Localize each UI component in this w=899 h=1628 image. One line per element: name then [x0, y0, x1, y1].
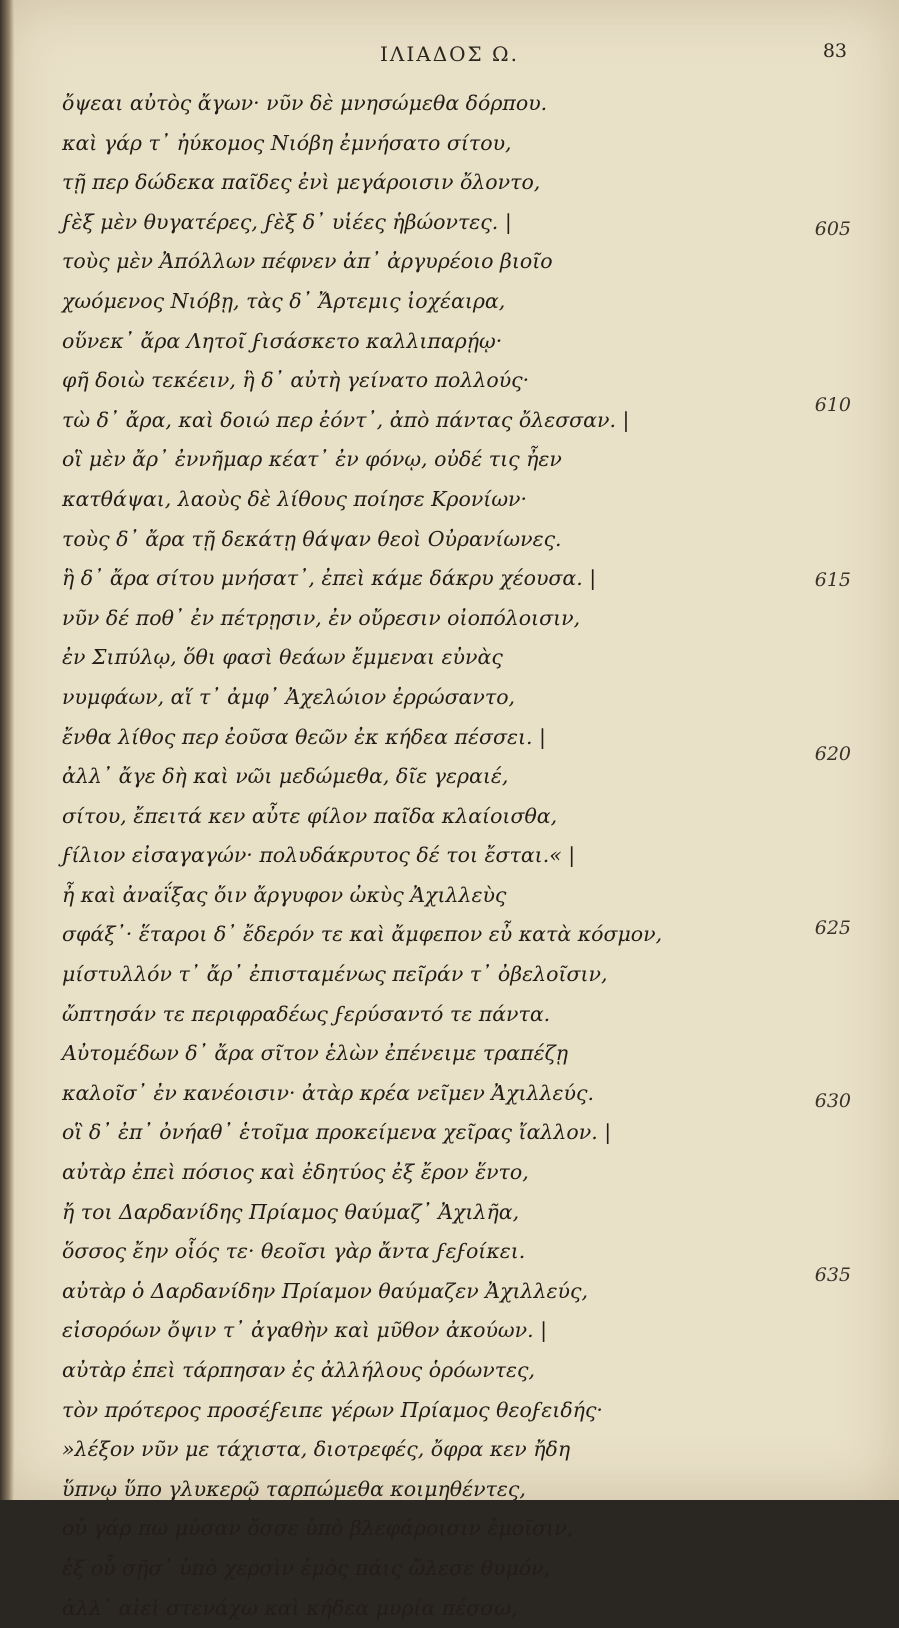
verse-line: σφάξ᾽· ἕταροι δ᾽ ἔδερόν τε καὶ ἄμφεπον εὖ κατὰ κόσμον, — [62, 922, 663, 947]
verse-line: Αὐτομέδων δ᾽ ἄρα σῖτον ἑλὼν ἐπένειμε τραπέζῃ — [62, 1041, 568, 1066]
verse-line: ἔνθα λίθος περ ἐοῦσα θεῶν ἐκ κήδεα πέσσει. | — [62, 724, 546, 749]
line-number-620: 620 — [814, 743, 851, 765]
verse-line: ὕπνῳ ὕπο γλυκερῷ ταρπώμεθα κοιμηθέντες, — [62, 1476, 526, 1501]
line-number-615: 615 — [814, 569, 851, 591]
verse-line: νυμφάων, αἵ τ᾽ ἀμφ᾽ Ἀχελώιον ἐρρώσαντο, — [62, 684, 516, 709]
line-number-605: 605 — [814, 218, 851, 240]
verse-line: τῇ περ δώδεκα παῖδες ἐνὶ μεγάροισιν ὄλοντο, — [62, 170, 541, 195]
running-title: ΙΛΙΑΔΟΣ Ω. — [380, 42, 519, 66]
verse-line: τὸν πρότερος προσέϝειπε γέρων Πρίαμος θεοϝειδής· — [62, 1397, 603, 1422]
verse-line: τοὺς μὲν Ἀπόλλων πέφνεν ἀπ᾽ ἀργυρέοιο βιοῖο — [62, 249, 553, 274]
line-number-630: 630 — [814, 1090, 851, 1112]
verse-line: αὐτὰρ ἐπεὶ πόσιος καὶ ἐδητύος ἐξ ἔρον ἕντο, — [62, 1160, 529, 1185]
verse-line: ἐξ οὗ σῇσ᾽ ὑπὸ χερσὶν ἐμὸς πάις ὤλεσε θυμόν, — [62, 1555, 551, 1580]
verse-line: οὐ γάρ πω μύσαν ὄσσε ὑπὸ βλεφάροισιν ἐμοῖσιν, — [62, 1516, 574, 1541]
verse-line: τὼ δ᾽ ἄρα, καὶ δοιώ περ ἐόντ᾽, ἀπὸ πάντας ὄλεσσαν. | — [62, 407, 630, 432]
verse-line: ὅσσος ἔην οἷός τε· θεοῖσι γὰρ ἄντα ϝεϝοίκει. — [62, 1239, 526, 1264]
verse-line: σίτου, ἔπειτά κεν αὖτε φίλον παῖδα κλαίοισθα, — [62, 803, 558, 828]
line-number-610: 610 — [814, 394, 851, 416]
verse-line: φῆ δοιὼ τεκέειν, ἣ δ᾽ αὐτὴ γείνατο πολλούς· — [62, 368, 530, 393]
verse-line: ἦ καὶ ἀναΐξας ὄιν ἄργυφον ὠκὺς Ἀχιλλεὺς — [62, 882, 507, 907]
verse-line: μίστυλλόν τ᾽ ἄρ᾽ ἐπισταμένως πεῖράν τ᾽ ὀβελοῖσιν, — [62, 962, 608, 987]
page-gutter-edge — [0, 0, 14, 1500]
verse-line: οὕνεκ᾽ ἄρα Λητοῖ ϝισάσκετο καλλιπαρῄῳ· — [62, 328, 503, 353]
verse-line: οἳ μὲν ἄρ᾽ ἐννῆμαρ κέατ᾽ ἐν φόνῳ, οὐδέ τις ἦεν — [62, 447, 562, 472]
verse-line: ϝίλιον εἰσαγαγών· πολυδάκρυτος δέ τοι ἔσται.« | — [62, 843, 576, 868]
verse-line: ἣ δ᾽ ἄρα σίτου μνήσατ᾽, ἐπεὶ κάμε δάκρυ χέουσα. | — [62, 566, 597, 591]
verse-line: χωόμενος Νιόβῃ, τὰς δ᾽ Ἄρτεμις ἰοχέαιρα, — [62, 288, 506, 313]
verse-line: οἳ δ᾽ ἐπ᾽ ὀνήαθ᾽ ἑτοῖμα προκείμενα χεῖρας ἴαλλον. | — [62, 1120, 612, 1145]
verse-line: καλοῖσ᾽ ἐν κανέοισιν· ἀτὰρ κρέα νεῖμεν Ἀχιλλεύς. — [62, 1080, 595, 1105]
verse-line: ὄψεαι αὐτὸς ἄγων· νῦν δὲ μνησώμεθα δόρπου. — [62, 91, 548, 115]
verse-line: νῦν δέ ποθ᾽ ἐν πέτρῃσιν, ἐν οὔρεσιν οἰοπόλοισιν, — [62, 605, 581, 630]
page-number: 83 — [822, 40, 847, 62]
verse-line: κατθάψαι, λαοὺς δὲ λίθους ποίησε Κρονίων· — [62, 486, 528, 511]
verse-line: αὐτὰρ ὁ Δαρδανίδην Πρίαμον θαύμαζεν Ἀχιλλεύς, — [62, 1278, 588, 1303]
verse-line: ἤ τοι Δαρδανίδης Πρίαμος θαύμαζ᾽ Ἀχιλῆα, — [62, 1199, 520, 1224]
verse-line: τοὺς δ᾽ ἄρα τῇ δεκάτῃ θάψαν θεοὶ Οὐρανίωνες. — [62, 526, 562, 551]
verse-block — [62, 84, 822, 1628]
line-number-625: 625 — [814, 917, 851, 939]
verse-line: ἀλλ᾽ ἄγε δὴ καὶ νῶι μεδώμεθα, δῖε γεραιέ, — [62, 764, 509, 789]
verse-line: ϝὲξ μὲν θυγατέρες, ϝὲξ δ᾽ υἱέες ἡβώοντες. | — [62, 209, 512, 234]
verse-line: ἀλλ᾽ αἰεὶ στενάχω καὶ κήδεα μυρία πέσσω, — [62, 1595, 518, 1620]
verse-line: »λέξον νῦν με τάχιστα, διοτρεφές, ὄφρα κεν ἤδη — [62, 1437, 571, 1462]
verse-line: ὤπτησάν τε περιφραδέως ϝερύσαντό τε πάντα. — [62, 1001, 551, 1026]
line-number-635: 635 — [814, 1264, 851, 1286]
verse-line: ἐν Σιπύλῳ, ὅθι φασὶ θεάων ἔμμεναι εὐνὰς — [62, 645, 503, 670]
verse-line: καὶ γάρ τ᾽ ἠύκομος Νιόβη ἐμνήσατο σίτου, — [62, 130, 512, 155]
verse-line: εἰσορόων ὄψιν τ᾽ ἀγαθὴν καὶ μῦθον ἀκούων. | — [62, 1318, 548, 1343]
verse-line: αὐτὰρ ἐπεὶ τάρπησαν ἐς ἀλλήλους ὁρόωντες, — [62, 1358, 536, 1382]
